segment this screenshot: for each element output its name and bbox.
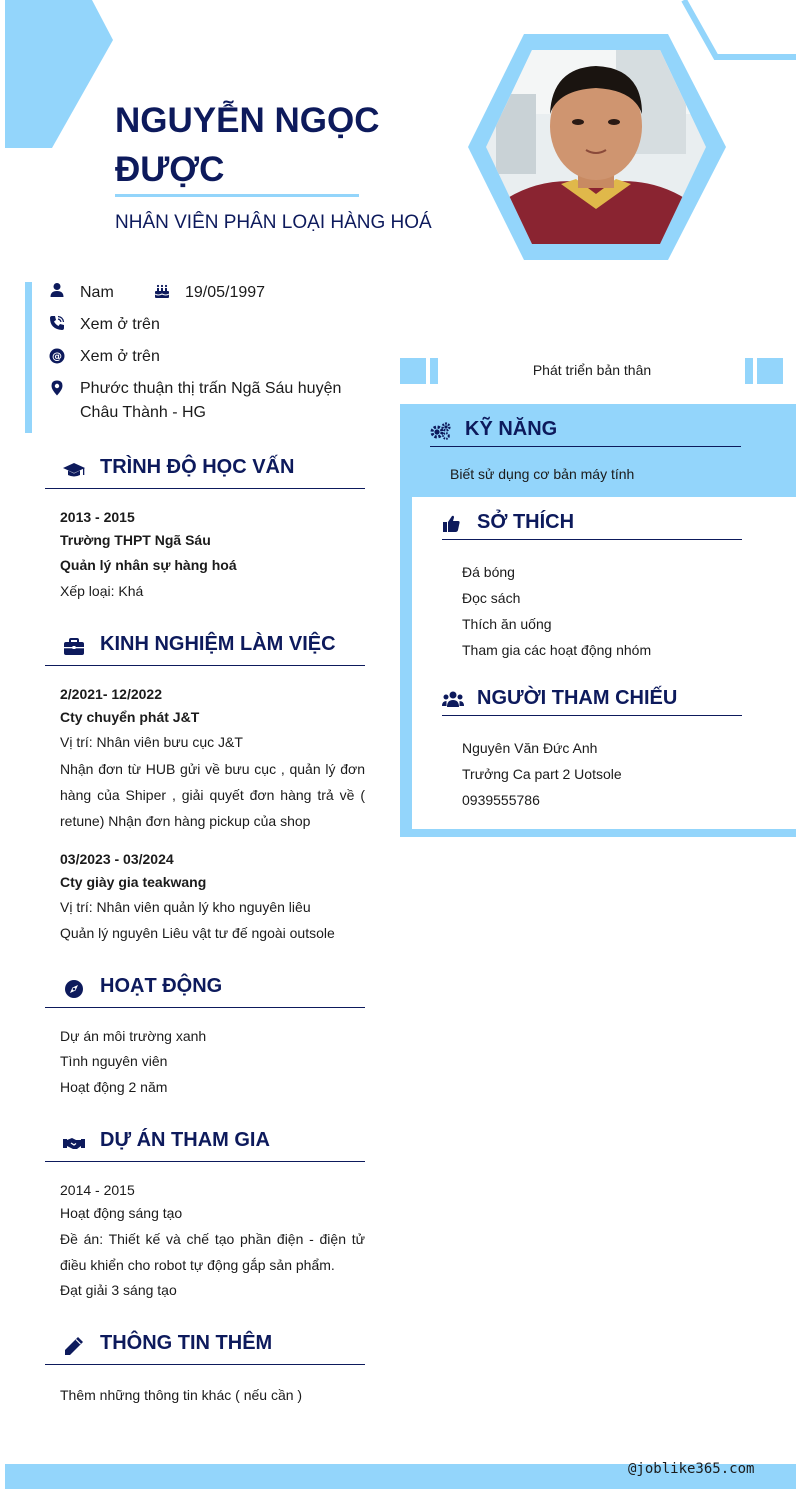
job-2-description: Quản lý nguyên Liêu vật tư đế ngoài outsole [60, 925, 335, 941]
hobbies-header [442, 508, 742, 540]
contact-accent-bar [25, 282, 32, 433]
handshake-icon [63, 1133, 85, 1153]
job-2-position: Vị trí: Nhân viên quản lý kho nguyên liêu [60, 899, 311, 915]
location-pin-icon [49, 380, 65, 396]
references-header [442, 684, 742, 716]
education-school: Trường THPT Ngã Sáu [60, 532, 211, 548]
activities-title: HOẠT ĐỘNG [100, 975, 223, 997]
job-2-company: Cty giày gia teakwang [60, 874, 207, 890]
objective-left-marks [400, 358, 438, 384]
gender-value: Nam [80, 284, 114, 301]
birthday-cake-icon [154, 283, 170, 299]
footer-brand: @joblike365.com [628, 1461, 755, 1477]
avatar [466, 34, 726, 260]
activity-item: Tình nguyên viên [60, 1053, 168, 1069]
education-major: Quản lý nhân sự hàng hoá [60, 557, 237, 573]
projects-title: DỰ ÁN THAM GIA [100, 1129, 270, 1151]
users-icon [442, 690, 464, 710]
additional-info-header [45, 1329, 365, 1365]
svg-text:@: @ [52, 351, 62, 363]
reference-name: Nguyên Văn Đức Anh [462, 740, 598, 756]
pencil-icon [63, 1336, 85, 1356]
briefcase-icon [63, 637, 85, 657]
additional-info-title: THÔNG TIN THÊM [100, 1332, 273, 1354]
skills-title: KỸ NĂNG [465, 418, 558, 440]
education-rank: Xếp loại: Khá [60, 583, 144, 599]
hobby-item: Tham gia các hoạt động nhóm [462, 642, 652, 658]
project-award: Đạt giải 3 sáng tạo [60, 1282, 177, 1298]
job-1-company: Cty chuyển phát J&T [60, 709, 200, 725]
phone-icon [49, 315, 65, 331]
candidate-name: NGUYỄN NGỌC ĐƯỢC [115, 101, 380, 189]
activity-item: Dự án môi trường xanh [60, 1028, 207, 1044]
hobbies-title: SỞ THÍCH [477, 511, 575, 533]
address-value: Phước thuận thị trấn Ngã Sáu huyện Châu Thành - HG [80, 380, 342, 421]
objective-text: Phát triển bản thân [532, 362, 652, 378]
project-period: 2014 - 2015 [60, 1182, 135, 1198]
reference-role: Trưởng Ca part 2 Uotsole [462, 766, 622, 782]
birthday-value: 19/05/1997 [185, 284, 266, 301]
name-underline [115, 194, 359, 197]
job-title: NHÂN VIÊN PHÂN LOẠI HÀNG HOÁ [115, 212, 432, 233]
activity-item: Hoạt động 2 năm [60, 1079, 168, 1095]
job-1-period: 2/2021- 12/2022 [60, 686, 162, 702]
email-value: Xem ở trên [80, 348, 160, 365]
project-description: Đề án: Thiết kế và chế tạo phần điện - điện tử điều khiển cho robot tự động gắp sản phẩm. [60, 1231, 365, 1273]
reference-phone: 0939555786 [462, 792, 540, 808]
education-title: TRÌNH ĐỘ HỌC VẤN [100, 456, 295, 478]
education-header [45, 453, 365, 489]
job-1-description: Nhận đơn từ HUB gửi về bưu cục , quản lý đơn hàng của Shiper , giải quyết đơn hàng trả về ( retune) Nhận đơn hàng pickup của shop [60, 761, 365, 829]
experience-title: KINH NGHIỆM LÀM VIỆC [100, 633, 336, 655]
hobby-item: Đọc sách [462, 590, 521, 606]
gears-icon [430, 421, 452, 441]
projects-header [45, 1126, 365, 1162]
additional-info-text: Thêm những thông tin khác ( nếu cần ) [60, 1387, 303, 1403]
hobby-item: Thích ăn uống [462, 616, 552, 632]
compass-icon [63, 979, 85, 999]
activities-header [45, 972, 365, 1008]
job-1-position: Vị trí: Nhân viên bưu cục J&T [60, 734, 243, 750]
education-period: 2013 - 2015 [60, 509, 135, 525]
project-name: Hoạt động sáng tạo [60, 1205, 183, 1221]
references-title: NGƯỜI THAM CHIẾU [477, 687, 678, 709]
phone-value: Xem ở trên [80, 316, 160, 333]
hobby-item: Đá bóng [462, 564, 515, 580]
experience-header [45, 630, 365, 666]
job-2-period: 03/2023 - 03/2024 [60, 851, 174, 867]
graduation-cap-icon [63, 460, 85, 480]
top-left-decoration [0, 0, 120, 150]
skills-header [430, 415, 741, 447]
person-icon [49, 282, 65, 298]
objective-right-marks [745, 358, 783, 384]
thumbs-up-icon [442, 514, 464, 534]
email-at-icon [49, 348, 65, 364]
skills-text: Biết sử dụng cơ bản máy tính [450, 466, 635, 482]
